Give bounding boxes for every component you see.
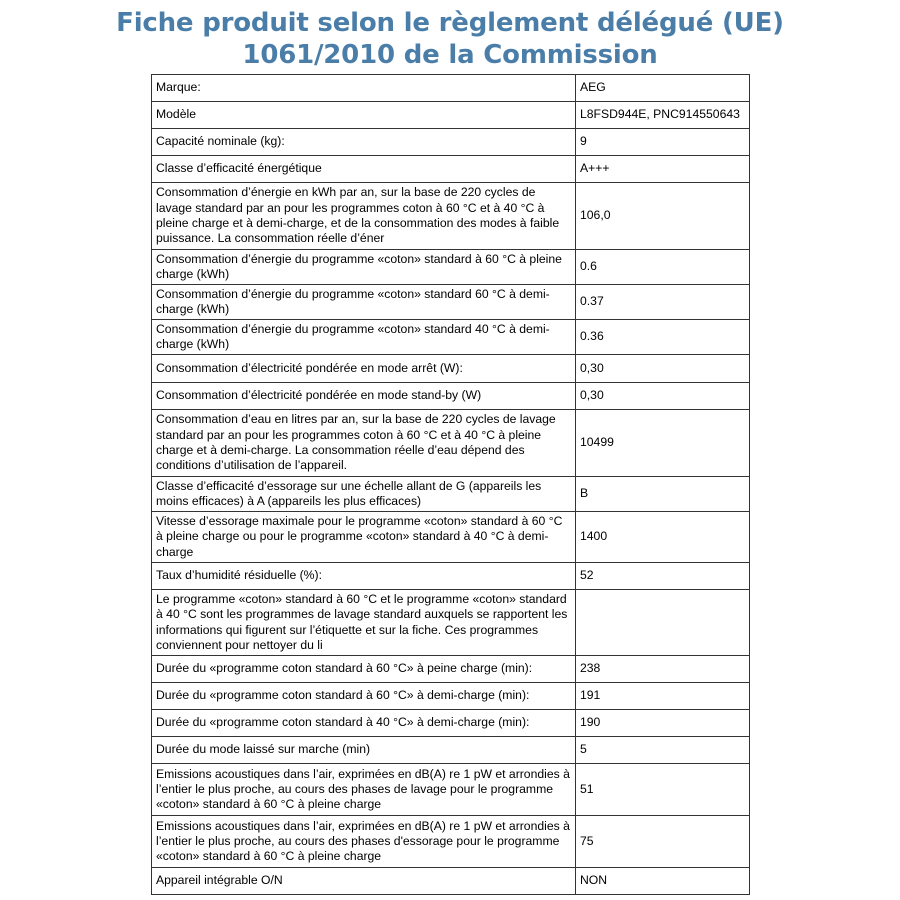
table-row	[152, 710, 750, 737]
row-value: 0.6	[576, 250, 750, 285]
row-label: Capacité nominale (kg):	[152, 129, 576, 156]
row-label: Durée du «programme coton standard à 60 °C» à peine charge (min):	[152, 656, 576, 683]
table-row	[152, 737, 750, 764]
row-value: 106,0	[576, 183, 750, 250]
row-value	[576, 590, 750, 656]
table-row	[152, 383, 750, 410]
row-label: Consommation d’eau en litres par an, sur la base de 220 cycles de lavage standard par an pour les programmes coton à 60 °C et à 40 °C à pleine charge et à demi-charge. La consommation réelle d’eau dépend des conditions d’utilisation de l’appareil.	[152, 410, 576, 477]
table-row	[152, 656, 750, 683]
row-value: 5	[576, 737, 750, 764]
page-title-line-2: 1061/2010 de la Commission	[242, 40, 658, 70]
row-value: 0,30	[576, 383, 750, 410]
row-value: 52	[576, 563, 750, 590]
row-value: 0.37	[576, 285, 750, 320]
page-title-line-1: Fiche produit selon le règlement délégué (UE)	[116, 8, 784, 38]
row-label: Appareil intégrable O/N	[152, 868, 576, 895]
row-label: Emissions acoustiques dans l’air, exprimées en dB(A) re 1 pW et arrondies à l’entier le plus proche, au cours des phases de lavage pour le programme «coton» standard à 60 °C à pleine charge	[152, 764, 576, 816]
table-row	[152, 75, 750, 102]
table-row	[152, 563, 750, 590]
row-label: Marque:	[152, 75, 576, 102]
row-value: B	[576, 477, 750, 512]
table-row	[152, 355, 750, 383]
row-label: Consommation d’énergie en kWh par an, sur la base de 220 cycles de lavage standard par an pour les programmes coton à 60 °C et à 40 °C à pleine charge et à demi-charge, et de la consommation des modes à faible puissance. La consommation réelle d’éner	[152, 183, 576, 250]
table-row	[152, 590, 750, 656]
row-label: Durée du «programme coton standard à 60 °C» à demi-charge (min):	[152, 683, 576, 710]
table-row	[152, 102, 750, 129]
row-value: 191	[576, 683, 750, 710]
row-label: Vitesse d’essorage maximale pour le programme «coton» standard à 60 °C à pleine charge ou pour le programme «coton» standard à 40 °C à demi-charge	[152, 512, 576, 563]
row-label: Classe d’efficacité d’essorage sur une échelle allant de G (appareils les moins efficaces) à A (appareils les plus efficaces)	[152, 477, 576, 512]
row-label: Consommation d’électricité pondérée en mode stand-by (W)	[152, 383, 576, 410]
table-row	[152, 410, 750, 477]
row-label: Emissions acoustiques dans l’air, exprimées en dB(A) re 1 pW et arrondies à l’entier le plus proche, au cours des phases d'essorage pour le programme «coton» standard à 60 °C à pleine charge	[152, 816, 576, 868]
row-value: 0.36	[576, 320, 750, 355]
table-row	[152, 816, 750, 868]
row-value: NON	[576, 868, 750, 895]
row-value: A+++	[576, 156, 750, 183]
row-label: Consommation d’énergie du programme «coton» standard 60 °C à demi-charge (kWh)	[152, 285, 576, 320]
row-label: Consommation d’électricité pondérée en mode arrêt (W):	[152, 355, 576, 383]
row-value: 1400	[576, 512, 750, 563]
page-title	[0, 7, 900, 71]
row-value: AEG	[576, 75, 750, 102]
row-value: 190	[576, 710, 750, 737]
row-value: 9	[576, 129, 750, 156]
table-row	[152, 868, 750, 895]
row-label: Consommation d’énergie du programme «coton» standard 40 °C à demi-charge (kWh)	[152, 320, 576, 355]
row-value: 10499	[576, 410, 750, 477]
row-label: Classe d’efficacité énergétique	[152, 156, 576, 183]
table-row	[152, 156, 750, 183]
row-value: 0,30	[576, 355, 750, 383]
table-row	[152, 764, 750, 816]
row-label: Consommation d’énergie du programme «coton» standard à 60 °C à pleine charge (kWh)	[152, 250, 576, 285]
table-row	[152, 250, 750, 285]
table-row	[152, 512, 750, 563]
row-label: Le programme «coton» standard à 60 °C et le programme «coton» standard à 40 °C sont les programmes de lavage standard auxquels se rapportent les informations qui figurent sur l’étiquette et sur la fiche. Ces programmes conviennent pour nettoyer du li	[152, 590, 576, 656]
row-label: Durée du «programme coton standard à 40 °C» à demi-charge (min):	[152, 710, 576, 737]
row-label: Taux d’humidité résiduelle (%):	[152, 563, 576, 590]
product-spec-table	[151, 74, 750, 895]
row-value: L8FSD944E, PNC914550643	[576, 102, 750, 129]
table-row	[152, 183, 750, 250]
table-row	[152, 129, 750, 156]
row-label: Durée du mode laissé sur marche (min)	[152, 737, 576, 764]
row-value: 51	[576, 764, 750, 816]
table-row	[152, 683, 750, 710]
row-value: 238	[576, 656, 750, 683]
row-value: 75	[576, 816, 750, 868]
row-label: Modèle	[152, 102, 576, 129]
table-row	[152, 320, 750, 355]
table-row	[152, 285, 750, 320]
table-row	[152, 477, 750, 512]
